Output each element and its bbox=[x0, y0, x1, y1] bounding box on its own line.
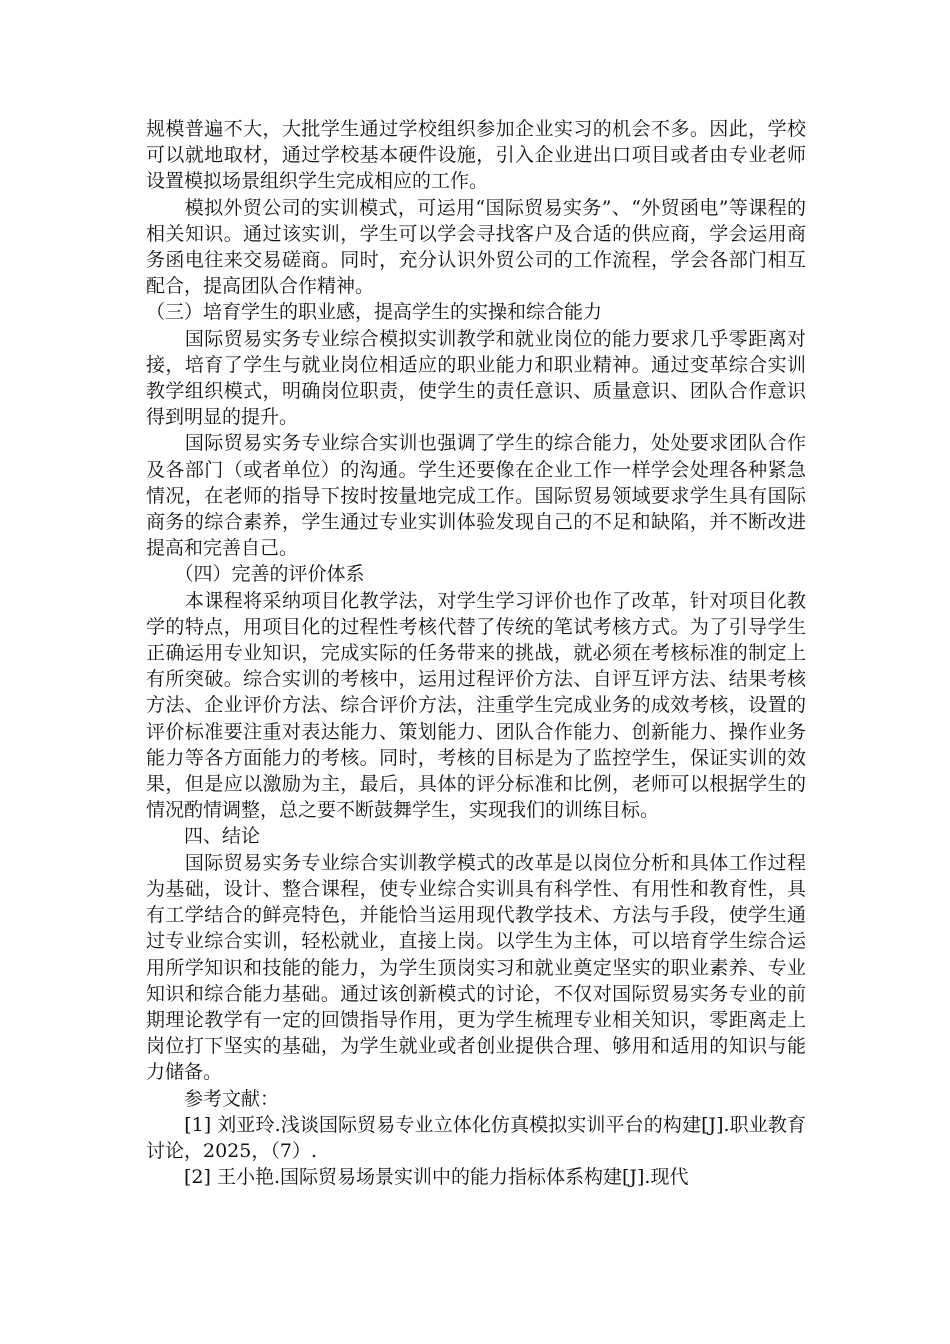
paragraph-simulated-company: 模拟外贸公司的实训模式，可运用“国际贸易实务”、“外贸函电”等课程的相关知识。通过该实训，学生可以学会寻找客户及合适的供应商，学会运用商务函电往来交易磋商。同时，充分认识外贸公司的工作流程，学会各部门相互配合，提高团队合作精神。 bbox=[146, 196, 806, 298]
paragraph-conclusion: 国际贸易实务专业综合实训教学模式的改革是以岗位分析和具体工作过程为基础，设计、整合课程，使专业综合实训具有科学性、有用性和教育性，具有工学结合的鲜亮特色，并能恰当运用现代教学技术、方法与手段，使学生通过专业综合实训，轻松就业，直接上岗。以学生为主体，可以培育学生综合运用所学知识和技能的能力，为学生顶岗实习和就业奠定坚实的职业素养、专业知识和综合能力基础。通过该创新模式的讨论，不仅对国际贸易实务专业的前期理论教学有一定的回馈指导作用，更为学生梳理专业相关知识，零距离走上岗位打下坚实的基础，为学生就业或者创业提供合理、够用和适用的知识与能力储备。 bbox=[146, 851, 806, 1084]
paragraph-continuation: 规模普遍不大，大批学生通过学校组织参加企业实习的机会不多。因此，学校可以就地取材，通过学校基本硬件设施，引入企业进出口项目或者由专业老师设置模拟场景组织学生完成相应的工作。 bbox=[146, 118, 806, 193]
references-heading: 参考文献： bbox=[146, 1087, 280, 1110]
body-text bbox=[146, 116, 806, 1190]
section-heading-3: （三）培育学生的职业感，提高学生的实操和综合能力 bbox=[146, 301, 603, 324]
reference-item-1: [1] 刘亚玲.浅谈国际贸易专业立体化仿真模拟实训平台的构建[J].职业教育讨论，2025，（7）. bbox=[146, 1113, 806, 1162]
section-heading-4: （四）完善的评价体系 bbox=[146, 563, 365, 586]
conclusion-heading: 四、结论 bbox=[146, 825, 261, 848]
reference-item-2: [2] 王小艳.国际贸易场景实训中的能力指标体系构建[J].现代 bbox=[146, 1166, 689, 1189]
paragraph-professional-ability: 国际贸易实务专业综合模拟实训教学和就业岗位的能力要求几乎零距离对接，培育了学生与就业岗位相适应的职业能力和职业精神。通过变革综合实训教学组织模式，明确岗位职责，使学生的责任意识、质量意识、团队合作意识得到明显的提升。 bbox=[146, 327, 806, 429]
paragraph-comprehensive-ability: 国际贸易实务专业综合实训也强调了学生的综合能力，处处要求团队合作及各部门（或者单位）的沟通。学生还要像在企业工作一样学会处理各种紧急情况，在老师的指导下按时按量地完成工作。国际贸易领域要求学生具有国际商务的综合素养，学生通过专业实训体验发现自己的不足和缺陷，并不断改进提高和完善自己。 bbox=[146, 432, 806, 560]
paragraph-evaluation-system: 本课程将采纳项目化教学法，对学生学习评价也作了改革，针对项目化教学的特点，用项目化的过程性考核代替了传统的笔试考核方式。为了引导学生正确运用专业知识，完成实际的任务带来的挑战，就必须在考核标准的制定上有所突破。综合实训的考核中，运用过程评价方法、自评互评方法、结果考核方法、企业评价方法、综合评价方法，注重学生完成业务的成效考核，设置的评价标准要注重对表达能力、策划能力、团队合作能力、创新能力、操作业务能力等各方面能力的考核。同时，考核的目标是为了监控学生，保证实训的效果，但是应以激励为主，最后，具体的评分标准和比例，老师可以根据学生的情况酌情调整，总之要不断鼓舞学生，实现我们的训练目标。 bbox=[146, 589, 806, 822]
